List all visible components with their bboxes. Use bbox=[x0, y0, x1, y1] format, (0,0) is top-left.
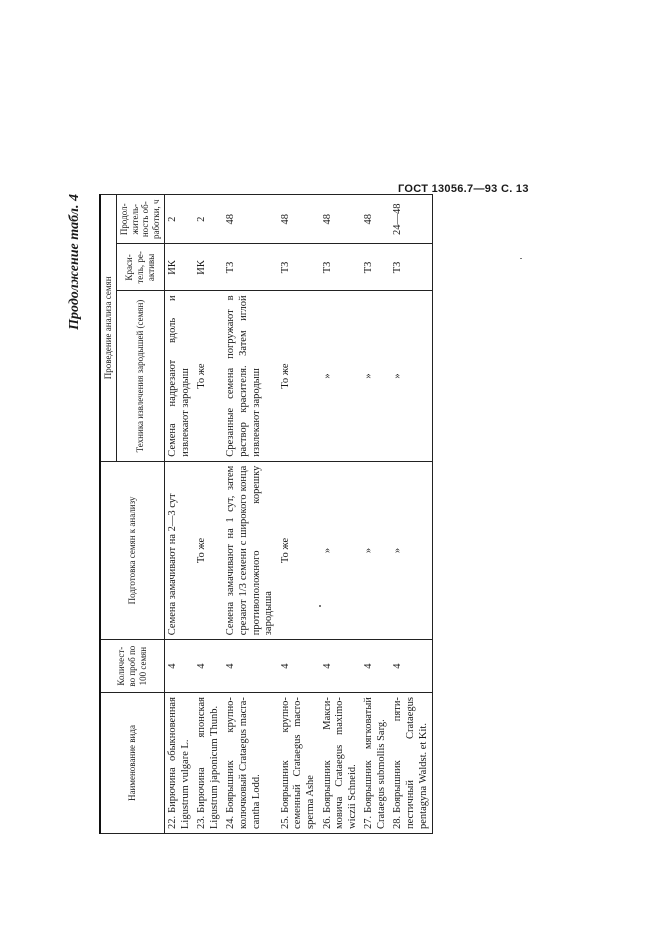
row-number: 26. bbox=[321, 815, 333, 829]
count-cell: 4 bbox=[361, 640, 390, 693]
tech-cell: То же bbox=[278, 291, 320, 461]
header-count: Количество проб по 100 семян bbox=[100, 640, 164, 693]
header-group: Проведение анализа семян bbox=[100, 195, 116, 462]
prep-cell: То же bbox=[194, 461, 223, 640]
count-cell: 4 bbox=[390, 640, 432, 693]
duration-cell: 24—48 bbox=[390, 195, 432, 244]
row-number: 27. bbox=[363, 815, 375, 829]
row-number: 22. bbox=[166, 815, 178, 829]
duration-cell: 2 bbox=[164, 195, 194, 244]
species-name: Боярышник пятипестичный Crataegus pentagyna Waldst. et Kit. bbox=[392, 697, 429, 829]
tech-cell: То же bbox=[194, 291, 223, 461]
tech-cell: Семена надрезают вдоль и извлекают зародыш bbox=[164, 291, 194, 461]
dye-cell: ТЗ bbox=[223, 244, 277, 291]
duration-cell: 48 bbox=[278, 195, 320, 244]
dye-cell: ТЗ bbox=[320, 244, 362, 291]
species-cell bbox=[361, 693, 390, 834]
tech-cell: Срезанные семена погружают в раствор красителя. Затем иглой извлекают зародыш bbox=[223, 291, 277, 461]
species-cell bbox=[278, 693, 320, 834]
species-name: Боярышник крупноколючковый Crataegus macracantha Lodd. bbox=[225, 697, 262, 829]
header-dye: Краситель, реактивы bbox=[116, 244, 164, 291]
header-row bbox=[100, 195, 116, 834]
species-name: Бирючина обыкновенная Ligustrum vulgare L. bbox=[166, 697, 191, 829]
count-cell: 4 bbox=[320, 640, 362, 693]
count-cell: 4 bbox=[278, 640, 320, 693]
row-number: 24. bbox=[225, 815, 237, 829]
species-cell bbox=[223, 693, 277, 834]
row-number: 25. bbox=[279, 815, 291, 829]
count-cell: 4 bbox=[223, 640, 277, 693]
duration-cell: 48 bbox=[361, 195, 390, 244]
species-cell bbox=[320, 693, 362, 834]
prep-cell: » bbox=[320, 461, 362, 640]
species-name: Бирючина японская Ligustrum japonicum Thunb. bbox=[196, 697, 220, 829]
prep-cell: Семена замачивают на 2—3 сут bbox=[164, 461, 194, 640]
row-number: 28. bbox=[392, 815, 404, 829]
dye-cell: ТЗ bbox=[390, 244, 432, 291]
duration-cell: 48 bbox=[320, 195, 362, 244]
table-row bbox=[390, 195, 432, 834]
page-header: ГОСТ 13056.7—93 С. 13 bbox=[398, 183, 529, 195]
rotated-table-block bbox=[67, 194, 429, 834]
count-cell: 4 bbox=[164, 640, 194, 693]
table-row bbox=[194, 195, 223, 834]
dye-cell: ТЗ bbox=[278, 244, 320, 291]
header-duration: Продолжительность обработки, ч bbox=[116, 195, 164, 244]
table-caption: Продолжение табл. 4 bbox=[67, 194, 82, 330]
dye-cell: ТЗ bbox=[361, 244, 390, 291]
prep-cell: То же bbox=[278, 461, 320, 640]
table-row bbox=[164, 195, 194, 834]
dye-cell: ИК bbox=[164, 244, 194, 291]
prep-cell: » bbox=[361, 461, 390, 640]
header-prep: Подготовка семян к анализу bbox=[100, 461, 164, 640]
prep-cell: » bbox=[390, 461, 432, 640]
scan-mark bbox=[520, 258, 522, 259]
tech-cell: » bbox=[390, 291, 432, 461]
table-row bbox=[320, 195, 362, 834]
header-tech: Техника извлечения зародышей (семян) bbox=[116, 291, 164, 461]
row-number: 23. bbox=[196, 815, 208, 829]
species-name: Боярышник Максимовича Crataegus maximowiczii Schneid. bbox=[321, 697, 358, 829]
tech-cell: » bbox=[320, 291, 362, 461]
duration-cell: 2 bbox=[194, 195, 223, 244]
count-cell: 4 bbox=[194, 640, 223, 693]
species-cell bbox=[194, 693, 223, 834]
species-name: Боярышник мягковатый Crataegus submollis Sarg. bbox=[363, 697, 387, 829]
tech-cell: » bbox=[361, 291, 390, 461]
dye-cell: ИК bbox=[194, 244, 223, 291]
duration-cell: 48 bbox=[223, 195, 277, 244]
table-row bbox=[361, 195, 390, 834]
prep-cell: Семена замачивают на 1 сут, затем срезают 1/3 семени с широкого конца противоположного корешку зародыша bbox=[223, 461, 277, 640]
species-cell bbox=[390, 693, 432, 834]
species-name: Боярышник крупносеменный Crataegus macrosperma Ashe bbox=[279, 697, 316, 829]
table-row bbox=[223, 195, 277, 834]
species-cell bbox=[164, 693, 194, 834]
header-name: Наименование вида bbox=[100, 693, 164, 834]
table-row bbox=[278, 195, 320, 834]
seed-analysis-table bbox=[99, 194, 433, 834]
